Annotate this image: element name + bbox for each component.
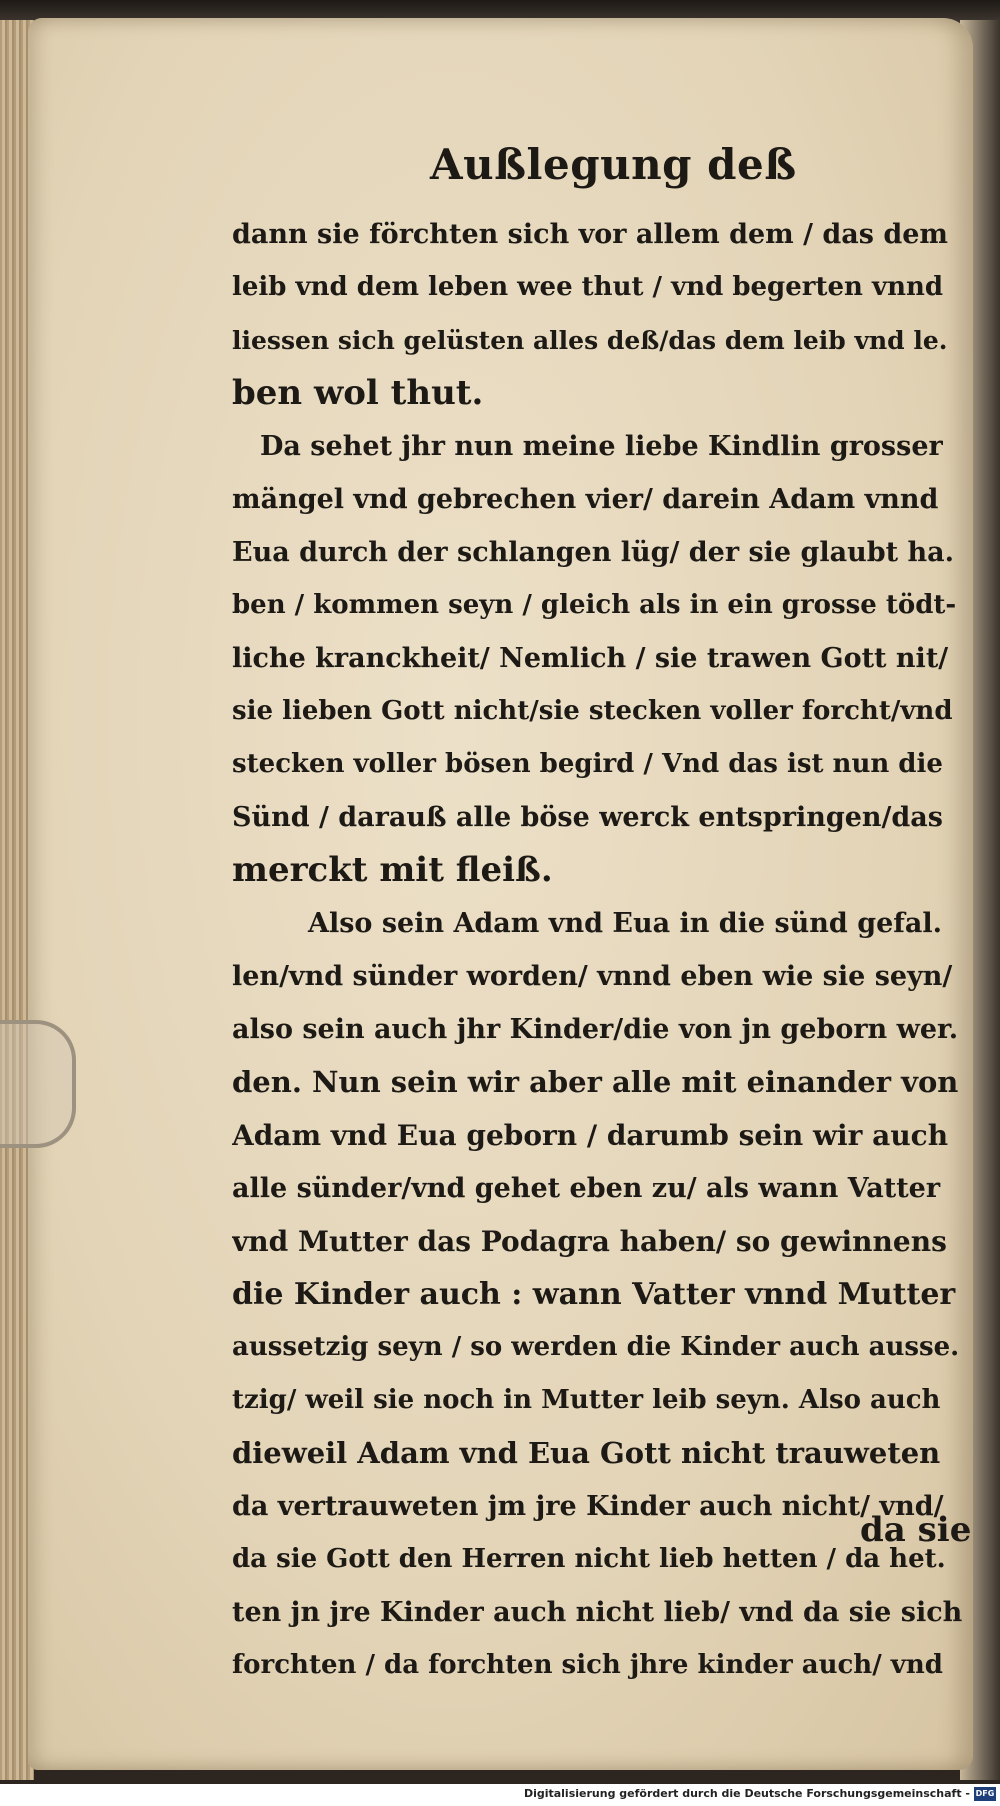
text-line: leib vnd dem leben wee thut / vnd begerten vnnd xyxy=(232,272,944,302)
running-head: Außlegung deß xyxy=(430,140,797,189)
dfg-logo: DFG xyxy=(974,1787,996,1801)
text-line: liche kranckheit/ Nemlich / sie trawen Gott nit/ xyxy=(232,643,949,674)
text-line: dann sie förchten sich vor allem dem / das dem xyxy=(232,219,948,250)
text-line: Adam vnd Eua geborn / darumb sein wir auch xyxy=(232,1119,949,1152)
text-line: den. Nun sein wir aber alle mit einander von xyxy=(232,1065,959,1099)
text-line: alle sünder/vnd gehet eben zu/ als wann Vatter xyxy=(232,1173,941,1204)
digitization-footer xyxy=(0,1784,1000,1806)
digitization-note: Digitalisierung gefördert durch die Deutsche Forschungsgemeinschaft - xyxy=(523,1787,970,1800)
text-line: tzig/ weil sie noch in Mutter leib seyn. Also auch xyxy=(232,1385,941,1415)
text-line: merckt mit fleiß. xyxy=(232,850,553,890)
text-line: ben wol thut. xyxy=(232,373,484,413)
text-line: ben / kommen seyn / gleich als in ein grosse tödt- xyxy=(232,590,957,620)
text-line: len/vnd sünder worden/ vnnd eben wie sie seyn/ xyxy=(232,961,953,992)
text-line: Sünd / darauß alle böse werck entspringen/das xyxy=(232,802,943,833)
text-line: also sein auch jhr Kinder/die von jn geborn wer. xyxy=(232,1014,959,1045)
text-line: mängel vnd gebrechen vier/ darein Adam vnnd xyxy=(232,484,939,515)
text-line: da sie Gott den Herren nicht lieb hetten / da het. xyxy=(232,1544,946,1574)
text-line: die Kinder auch : wann Vatter vnnd Mutter xyxy=(232,1277,956,1312)
text-line: sie lieben Gott nicht/sie stecken voller forcht/vnd xyxy=(232,696,953,726)
text-line: vnd Mutter das Podagra haben/ so gewinnens xyxy=(232,1225,947,1258)
text-line: liessen sich gelüsten alles deß/das dem leib vnd le. xyxy=(232,326,948,355)
text-line: forchten / da forchten sich jhre kinder auch/ vnd xyxy=(232,1650,943,1680)
text-line: dieweil Adam vnd Eua Gott nicht trauweten xyxy=(232,1436,941,1470)
text-line: da vertrauweten jm jre Kinder auch nicht/ vnd/ xyxy=(232,1491,944,1522)
text-line: Eua durch der schlangen lüg/ der sie glaubt ha. xyxy=(232,537,955,568)
book-clasp xyxy=(0,1020,76,1148)
text-line: aussetzig seyn / so werden die Kinder auch ausse. xyxy=(232,1332,960,1362)
text-line: Da sehet jhr nun meine liebe Kindlin grosser xyxy=(260,431,943,462)
text-line: stecken voller bösen begird / Vnd das ist nun die xyxy=(232,749,943,779)
text-line: ten jn jre Kinder auch nicht lieb/ vnd da sie sich xyxy=(232,1597,963,1628)
catchword: da sie xyxy=(860,1510,972,1550)
text-line: Also sein Adam vnd Eua in die sünd gefal. xyxy=(308,908,943,939)
body-text xyxy=(232,208,972,1692)
